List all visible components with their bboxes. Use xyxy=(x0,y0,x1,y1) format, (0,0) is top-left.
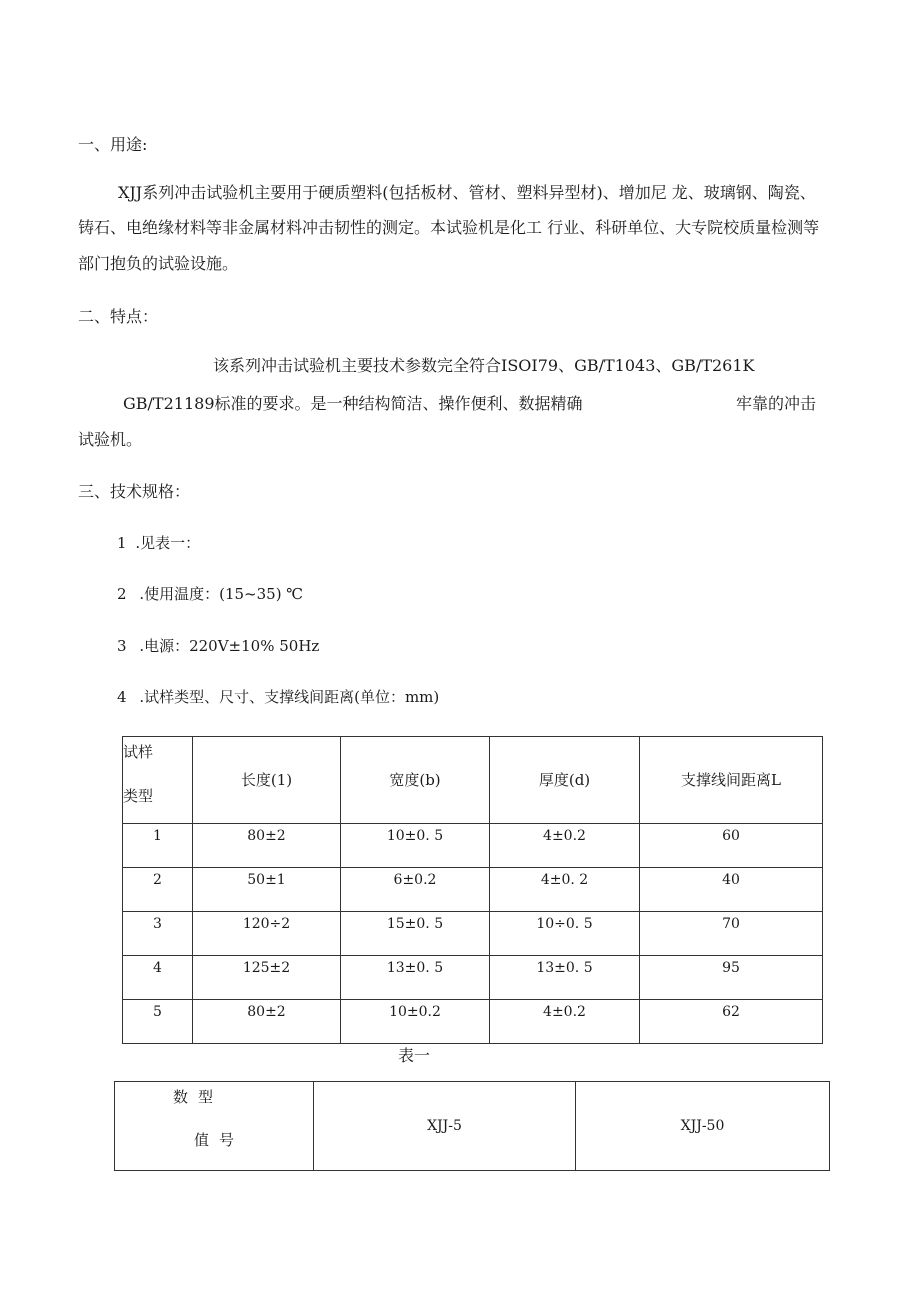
spec-item-4 xyxy=(117,687,439,707)
table-caption: 表一 xyxy=(398,1046,431,1065)
cell-value: 5 xyxy=(153,1004,162,1020)
cell-value: 50±1 xyxy=(247,872,286,888)
table-row xyxy=(123,912,823,956)
cell-thickness xyxy=(490,824,640,868)
model-xjj-5: XJJ-5 xyxy=(314,1082,576,1171)
cell-span xyxy=(640,1000,823,1044)
spec-item-text: .电源：220V±10% 50Hz xyxy=(139,637,320,655)
cell-span xyxy=(640,824,823,868)
cell-span xyxy=(640,956,823,1000)
section-2-line-2b: 牢靠的冲击 xyxy=(736,394,817,413)
cell-value: 80±2 xyxy=(247,828,286,844)
cell-value: 1 xyxy=(153,828,162,844)
cell-length xyxy=(193,1000,341,1044)
header-top-text: 数型 xyxy=(173,1088,224,1106)
section-2-heading: 二、特点： xyxy=(78,307,159,326)
model-xjj-50: XJJ-50 xyxy=(576,1082,830,1171)
section-2-line-2a: GB/T21189标准的要求。是一种结构简洁、操作便利、数据精确 xyxy=(123,394,583,413)
cell-type xyxy=(123,824,193,868)
cell-value: 95 xyxy=(722,960,740,976)
section-3-heading: 三、技术规格： xyxy=(78,482,191,501)
header-length: 长度(1) xyxy=(193,737,341,824)
table-row xyxy=(123,868,823,912)
cell-type xyxy=(123,956,193,1000)
cell-thickness xyxy=(490,956,640,1000)
cell-type xyxy=(123,1000,193,1044)
cell-value: 10±0. 5 xyxy=(386,828,444,844)
cell-thickness xyxy=(490,1000,640,1044)
spec-item-text: .见表一： xyxy=(135,534,201,552)
cell-value: 13±0. 5 xyxy=(386,960,444,976)
cell-width xyxy=(341,956,490,1000)
cell-type xyxy=(123,912,193,956)
header-thickness: 厚度(d) xyxy=(490,737,640,824)
header-specimen-type xyxy=(123,737,193,824)
spec-item-number: 4 xyxy=(117,688,127,706)
spec-item-1 xyxy=(117,533,200,553)
cell-width xyxy=(341,824,490,868)
cell-value: 10÷0. 5 xyxy=(536,916,593,932)
cell-value: 70 xyxy=(722,916,740,932)
cell-span xyxy=(640,912,823,956)
spec-item-number: 1 xyxy=(117,534,127,552)
section-1-heading: 一、用途: xyxy=(78,135,148,154)
table-header-row xyxy=(123,737,823,824)
model-table-header-row xyxy=(115,1082,830,1171)
section-1-paragraph-line-3: 部门抱负的试验设施。 xyxy=(78,254,239,273)
spec-item-number: 2 xyxy=(117,585,127,603)
cell-value: 10±0.2 xyxy=(389,1004,441,1020)
table-row xyxy=(123,1000,823,1044)
cell-thickness xyxy=(490,912,640,956)
spec-item-2 xyxy=(117,584,303,604)
cell-value: 2 xyxy=(153,872,162,888)
cell-width xyxy=(341,1000,490,1044)
section-1-paragraph-line-1: XJJ系列冲击试验机主要用于硬质塑料(包括板材、管材、塑料异型材)、增加尼 龙、玻璃钢、陶瓷、 xyxy=(118,183,816,202)
cell-span xyxy=(640,868,823,912)
cell-length xyxy=(193,824,341,868)
cell-type xyxy=(123,868,193,912)
cell-value: 3 xyxy=(153,916,162,932)
spec-item-text: .使用温度：(15~35) ℃ xyxy=(139,585,304,603)
section-2-line-3: 试验机。 xyxy=(78,430,143,449)
cell-value: 60 xyxy=(722,828,740,844)
cell-value: 80±2 xyxy=(247,1004,286,1020)
cell-value: 4±0.2 xyxy=(543,1004,586,1020)
cell-length xyxy=(193,868,341,912)
cell-width xyxy=(341,912,490,956)
section-2-line-1: 该系列冲击试验机主要技术参数完全符合ISOI79、GB/T1043、GB/T261K xyxy=(213,356,755,375)
cell-value: 15±0. 5 xyxy=(386,916,444,932)
cell-value: 62 xyxy=(722,1004,740,1020)
header-width: 宽度(b) xyxy=(341,737,490,824)
header-span: 支撑线间距离L xyxy=(640,737,823,824)
cell-value: 125±2 xyxy=(242,960,291,976)
cell-value: 120÷2 xyxy=(242,916,291,932)
cell-value: 4±0.2 xyxy=(543,828,586,844)
cell-length xyxy=(193,912,341,956)
cell-value: 40 xyxy=(722,872,740,888)
model-table xyxy=(114,1081,830,1171)
cell-value: 4±0. 2 xyxy=(540,872,589,888)
table-row xyxy=(123,824,823,868)
section-1-paragraph-line-2: 铸石、电绝缘材料等非金属材料冲击韧性的测定。本试验机是化工 行业、科研单位、大专院校质量检测等 xyxy=(78,218,820,237)
cell-width xyxy=(341,868,490,912)
table-row xyxy=(123,956,823,1000)
cell-length xyxy=(193,956,341,1000)
spec-item-number: 3 xyxy=(117,637,127,655)
header-type-line-1: 试样 xyxy=(123,743,154,761)
cell-value: 6±0.2 xyxy=(393,872,437,888)
cell-value: 13±0. 5 xyxy=(536,960,593,976)
cell-thickness xyxy=(490,868,640,912)
cell-value: 4 xyxy=(153,960,162,976)
specimen-table xyxy=(122,736,823,1044)
header-bottom-text: 值号 xyxy=(194,1131,245,1149)
spec-item-3 xyxy=(117,636,319,656)
spec-item-text: .试样类型、尺寸、支撑线间距离(单位：mm) xyxy=(139,688,440,706)
header-value-model xyxy=(115,1082,314,1171)
header-type-line-2: 类型 xyxy=(123,787,154,805)
